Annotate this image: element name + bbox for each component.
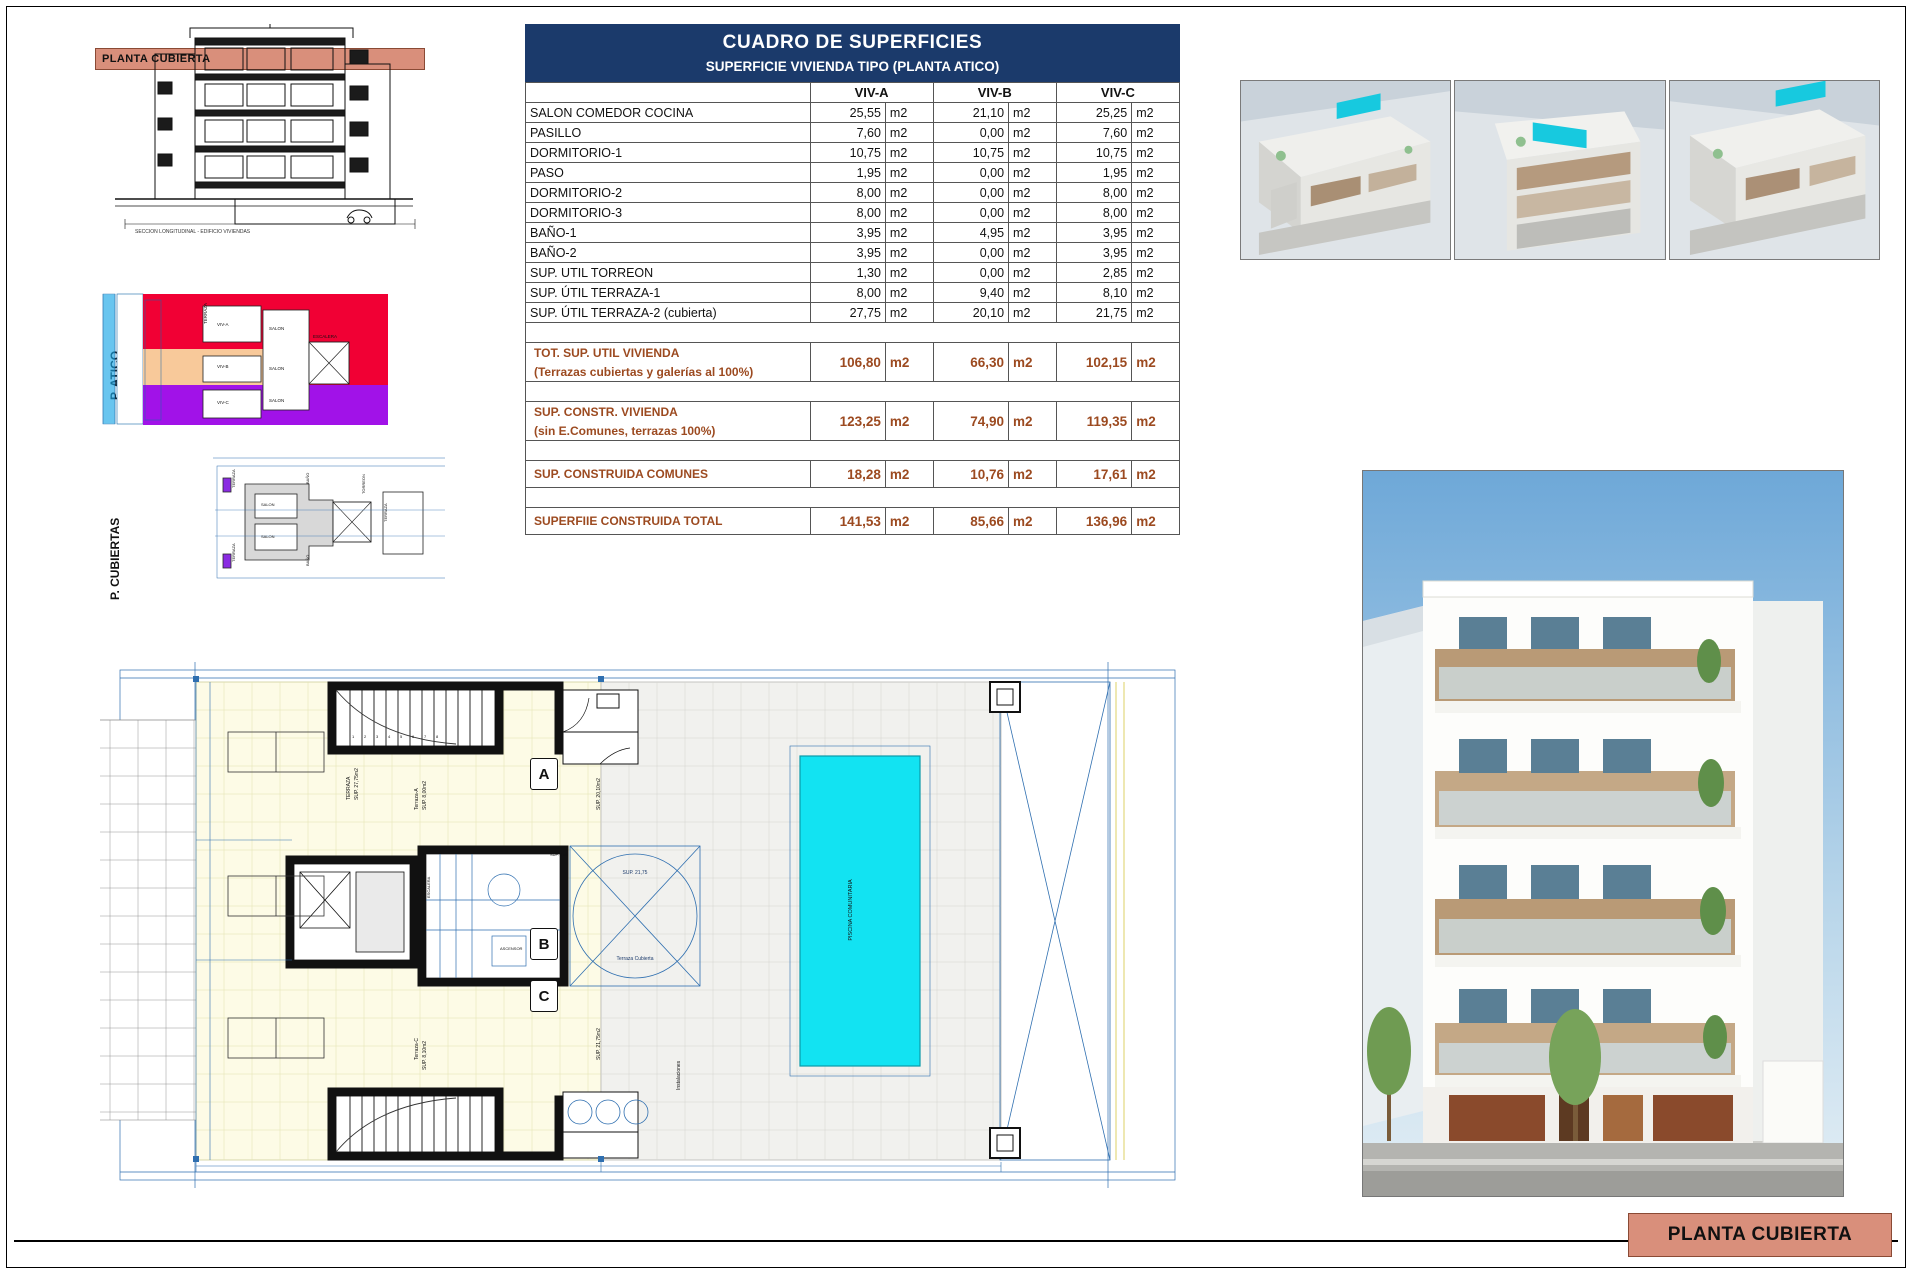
svg-text:ASCENSOR: ASCENSOR: [500, 946, 523, 951]
svg-text:Instalaciones: Instalaciones: [676, 1060, 682, 1090]
cell-viv-b: 0,00: [933, 243, 1008, 263]
cell-viv-c: 3,95: [1056, 243, 1131, 263]
cell-viv-b: 20,10: [933, 303, 1008, 323]
cell-viv-c: 8,00: [1056, 183, 1131, 203]
svg-text:TERRAZA: TERRAZA: [383, 503, 388, 522]
total-note: (sin E.Comunes, terrazas 100%): [534, 423, 716, 438]
table-title: CUADRO DE SUPERFICIES: [525, 24, 1180, 59]
unit-badge-c: C: [530, 980, 558, 1012]
table-row: [526, 143, 1180, 163]
p-cubiertas-label: P. CUBIERTAS: [108, 517, 122, 600]
svg-text:SUP. 8,00m2: SUP. 8,00m2: [422, 780, 428, 810]
table-row: [526, 303, 1180, 323]
cell-unit: m2: [1009, 263, 1057, 283]
cell-unit: m2: [1009, 223, 1057, 243]
cell-viv-a: 3,95: [810, 243, 885, 263]
svg-text:SUP. 4,95: SUP. 4,95: [550, 852, 568, 857]
cell-viv-c: 3,95: [1056, 223, 1131, 243]
cell-viv-c: 2,85: [1056, 263, 1131, 283]
table-row: [526, 123, 1180, 143]
svg-text:3: 3: [376, 734, 379, 739]
total-viv-b: 66,30: [933, 343, 1008, 382]
row-label: DORMITORIO-2: [526, 183, 811, 203]
table-row: [526, 203, 1180, 223]
cell-unit: m2: [1132, 103, 1180, 123]
cell-viv-a: 8,00: [810, 203, 885, 223]
cell-unit: m2: [885, 263, 933, 283]
svg-text:Terraza-A: Terraza-A: [414, 788, 420, 810]
row-label: SUP. ÚTIL TERRAZA-1: [526, 283, 811, 303]
cell-viv-c: 25,25: [1056, 103, 1131, 123]
cell-viv-a: 1,95: [810, 163, 885, 183]
cell-unit: m2: [1132, 183, 1180, 203]
svg-text:TERRAZA: TERRAZA: [203, 302, 208, 324]
cell-unit: m2: [885, 203, 933, 223]
total-unit: m2: [1009, 343, 1057, 382]
p-cubiertas-plan: [95, 450, 445, 595]
cell-viv-b: 0,00: [933, 123, 1008, 143]
cell-unit: m2: [885, 163, 933, 183]
cell-unit: m2: [1132, 163, 1180, 183]
cell-unit: m2: [1009, 143, 1057, 163]
surface-table-grid: [525, 82, 1180, 535]
svg-text:ESCALERA: ESCALERA: [426, 876, 431, 898]
svg-text:BAÑO: BAÑO: [305, 472, 310, 484]
cell-viv-b: 21,10: [933, 103, 1008, 123]
cell-unit: m2: [885, 283, 933, 303]
3d-view-right: [1669, 80, 1880, 260]
svg-text:TORREON: TORREON: [361, 474, 366, 494]
cell-viv-b: 0,00: [933, 263, 1008, 283]
cell-viv-c: 21,75: [1056, 303, 1131, 323]
cell-viv-c: 8,00: [1056, 203, 1131, 223]
total-viv-a: 18,28: [810, 461, 885, 488]
cell-unit: m2: [1009, 163, 1057, 183]
svg-text:SUP. 21,75m2: SUP. 21,75m2: [596, 1028, 602, 1060]
3d-view-left: [1240, 80, 1451, 260]
total-unit: m2: [885, 508, 933, 535]
total-viv-c: 102,15: [1056, 343, 1131, 382]
cell-viv-b: 0,00: [933, 183, 1008, 203]
cell-viv-b: 10,75: [933, 143, 1008, 163]
table-gap: [526, 441, 1180, 461]
cell-unit: m2: [885, 103, 933, 123]
total-unit: m2: [1132, 508, 1180, 535]
svg-text:7: 7: [424, 734, 427, 739]
col-head-viv-a: VIV-A: [810, 83, 933, 103]
cell-viv-c: 8,10: [1056, 283, 1131, 303]
total-row-util-vivienda: [526, 343, 1180, 363]
total-row-comunes: [526, 461, 1180, 488]
svg-text:TERRAZA: TERRAZA: [231, 543, 236, 562]
svg-text:Terraza Cubierta: Terraza Cubierta: [616, 956, 654, 962]
col-head-viv-b: VIV-B: [933, 83, 1056, 103]
svg-text:6: 6: [412, 734, 415, 739]
cell-viv-a: 25,55: [810, 103, 885, 123]
svg-text:TERRAZA: TERRAZA: [346, 776, 352, 800]
cell-unit: m2: [1132, 283, 1180, 303]
cell-viv-b: 0,00: [933, 163, 1008, 183]
total-viv-b: 74,90: [933, 402, 1008, 441]
total-viv-a: 141,53: [810, 508, 885, 535]
svg-text:VIV-B: VIV-B: [217, 364, 229, 369]
table-row: [526, 183, 1180, 203]
3d-view-strip: [1240, 80, 1880, 260]
svg-text:VIV-A: VIV-A: [217, 322, 229, 327]
row-label: DORMITORIO-3: [526, 203, 811, 223]
cell-viv-a: 1,30: [810, 263, 885, 283]
table-subtitle: SUPERFICIE VIVIENDA TIPO (PLANTA ATICO): [525, 59, 1180, 82]
pool-shape: [800, 756, 920, 1066]
total-note: (Terrazas cubiertas y galerías al 100%): [534, 364, 754, 379]
cell-viv-c: 7,60: [1056, 123, 1131, 143]
cell-unit: m2: [885, 183, 933, 203]
total-viv-c: 119,35: [1056, 402, 1131, 441]
row-label: BAÑO-2: [526, 243, 811, 263]
table-row: [526, 263, 1180, 283]
svg-text:VIV-C: VIV-C: [217, 400, 229, 405]
cell-unit: m2: [1132, 303, 1180, 323]
svg-text:PISCINA COMUNITARIA: PISCINA COMUNITARIA: [848, 879, 854, 941]
total-unit: m2: [1132, 461, 1180, 488]
total-label: SUP. CONSTR. VIVIENDA: [534, 404, 678, 419]
surface-table: [525, 24, 1180, 535]
cell-viv-a: 8,00: [810, 283, 885, 303]
table-row: [526, 243, 1180, 263]
cell-viv-b: 4,95: [933, 223, 1008, 243]
table-gap: [526, 488, 1180, 508]
svg-text:BAÑO: BAÑO: [305, 554, 310, 566]
cell-unit: m2: [885, 123, 933, 143]
total-row-construida-total: [526, 508, 1180, 535]
row-label: SUP. UTIL TORREON: [526, 263, 811, 283]
sheet-bottom-rule: [14, 1240, 1898, 1242]
cell-unit: m2: [1009, 283, 1057, 303]
main-floor-plan: [100, 660, 1200, 1190]
cell-viv-a: 3,95: [810, 223, 885, 243]
cell-viv-b: 0,00: [933, 203, 1008, 223]
cell-unit: m2: [885, 243, 933, 263]
svg-text:2: 2: [364, 734, 367, 739]
unit-badge-a: A: [530, 758, 558, 790]
total-viv-b: 85,66: [933, 508, 1008, 535]
total-label: SUPERFIIE CONSTRUIDA TOTAL: [534, 514, 723, 528]
floor-plan-art: [100, 660, 1200, 1190]
cell-viv-b: 9,40: [933, 283, 1008, 303]
cell-viv-c: 1,95: [1056, 163, 1131, 183]
cell-unit: m2: [1132, 143, 1180, 163]
total-unit: m2: [885, 461, 933, 488]
row-label: PASO: [526, 163, 811, 183]
row-label: PASILLO: [526, 123, 811, 143]
svg-text:SALON: SALON: [261, 502, 275, 507]
building-render: [1362, 470, 1844, 1197]
total-unit: m2: [1132, 402, 1180, 441]
svg-text:SALON: SALON: [269, 366, 285, 371]
total-viv-c: 17,61: [1056, 461, 1131, 488]
cell-viv-c: 10,75: [1056, 143, 1131, 163]
total-viv-c: 136,96: [1056, 508, 1131, 535]
svg-text:SUP. 20,10m2: SUP. 20,10m2: [596, 778, 602, 810]
svg-text:SALON: SALON: [261, 534, 275, 539]
cell-unit: m2: [1132, 123, 1180, 143]
col-head-viv-c: VIV-C: [1056, 83, 1179, 103]
svg-text:Terraza-C: Terraza-C: [414, 1038, 420, 1060]
3d-view-middle: [1454, 80, 1665, 260]
total-unit: m2: [1009, 461, 1057, 488]
svg-text:SECCION LONGITUDINAL - EDIFICI: SECCION LONGITUDINAL - EDIFICIO VIVIENDAS: [135, 229, 251, 235]
total-label: SUP. CONSTRUIDA COMUNES: [534, 467, 709, 481]
total-unit: m2: [885, 402, 933, 441]
svg-text:5: 5: [400, 734, 403, 739]
cell-viv-a: 10,75: [810, 143, 885, 163]
table-gap: [526, 382, 1180, 402]
total-unit: m2: [885, 343, 933, 382]
total-viv-a: 106,80: [810, 343, 885, 382]
cell-unit: m2: [1132, 203, 1180, 223]
p-atico-color-plan: [95, 290, 445, 430]
planta-cubierta-label-top: PLANTA CUBIERTA: [95, 48, 425, 70]
total-unit: m2: [1132, 343, 1180, 382]
svg-text:1: 1: [352, 734, 355, 739]
table-spacer: [526, 323, 1180, 343]
row-label: BAÑO-1: [526, 223, 811, 243]
svg-text:4: 4: [388, 734, 391, 739]
svg-text:ESCALERA: ESCALERA: [313, 334, 338, 339]
total-viv-a: 123,25: [810, 402, 885, 441]
sheet-title-badge: PLANTA CUBIERTA: [1628, 1213, 1892, 1257]
cell-unit: m2: [885, 303, 933, 323]
table-header-row: [526, 83, 1180, 103]
section-drawing: [95, 24, 435, 239]
svg-text:SUP. 8,10m2: SUP. 8,10m2: [422, 1040, 428, 1070]
cell-unit: m2: [885, 143, 933, 163]
table-row: [526, 283, 1180, 303]
cell-unit: m2: [1009, 123, 1057, 143]
row-label: DORMITORIO-1: [526, 143, 811, 163]
cell-viv-a: 27,75: [810, 303, 885, 323]
svg-text:SUP. 21,75: SUP. 21,75: [622, 870, 648, 876]
total-row-constr-vivienda: [526, 402, 1180, 422]
col-head-blank: [526, 83, 811, 103]
row-label: SALON COMEDOR COCINA: [526, 103, 811, 123]
cell-viv-a: 8,00: [810, 183, 885, 203]
cell-unit: m2: [1132, 223, 1180, 243]
total-unit: m2: [1009, 402, 1057, 441]
table-row: [526, 163, 1180, 183]
section-drawing-art: [95, 24, 435, 239]
cell-unit: m2: [885, 223, 933, 243]
unit-badge-b: B: [530, 928, 558, 960]
table-row: [526, 103, 1180, 123]
cell-unit: m2: [1009, 203, 1057, 223]
svg-text:SUP. 27,75m2: SUP. 27,75m2: [354, 768, 360, 800]
cell-viv-a: 7,60: [810, 123, 885, 143]
cell-unit: m2: [1009, 243, 1057, 263]
cell-unit: m2: [1132, 243, 1180, 263]
row-label: SUP. ÚTIL TERRAZA-2 (cubierta): [526, 303, 811, 323]
cell-unit: m2: [1132, 263, 1180, 283]
svg-text:SALON: SALON: [269, 326, 285, 331]
cell-unit: m2: [1009, 183, 1057, 203]
svg-text:SALON: SALON: [269, 398, 285, 403]
table-row: [526, 223, 1180, 243]
svg-text:TERRAZA: TERRAZA: [231, 469, 236, 488]
svg-text:8: 8: [436, 734, 439, 739]
cell-unit: m2: [1009, 103, 1057, 123]
total-unit: m2: [1009, 508, 1057, 535]
total-viv-b: 10,76: [933, 461, 1008, 488]
cell-unit: m2: [1009, 303, 1057, 323]
total-label: TOT. SUP. UTIL VIVIENDA: [534, 345, 680, 360]
